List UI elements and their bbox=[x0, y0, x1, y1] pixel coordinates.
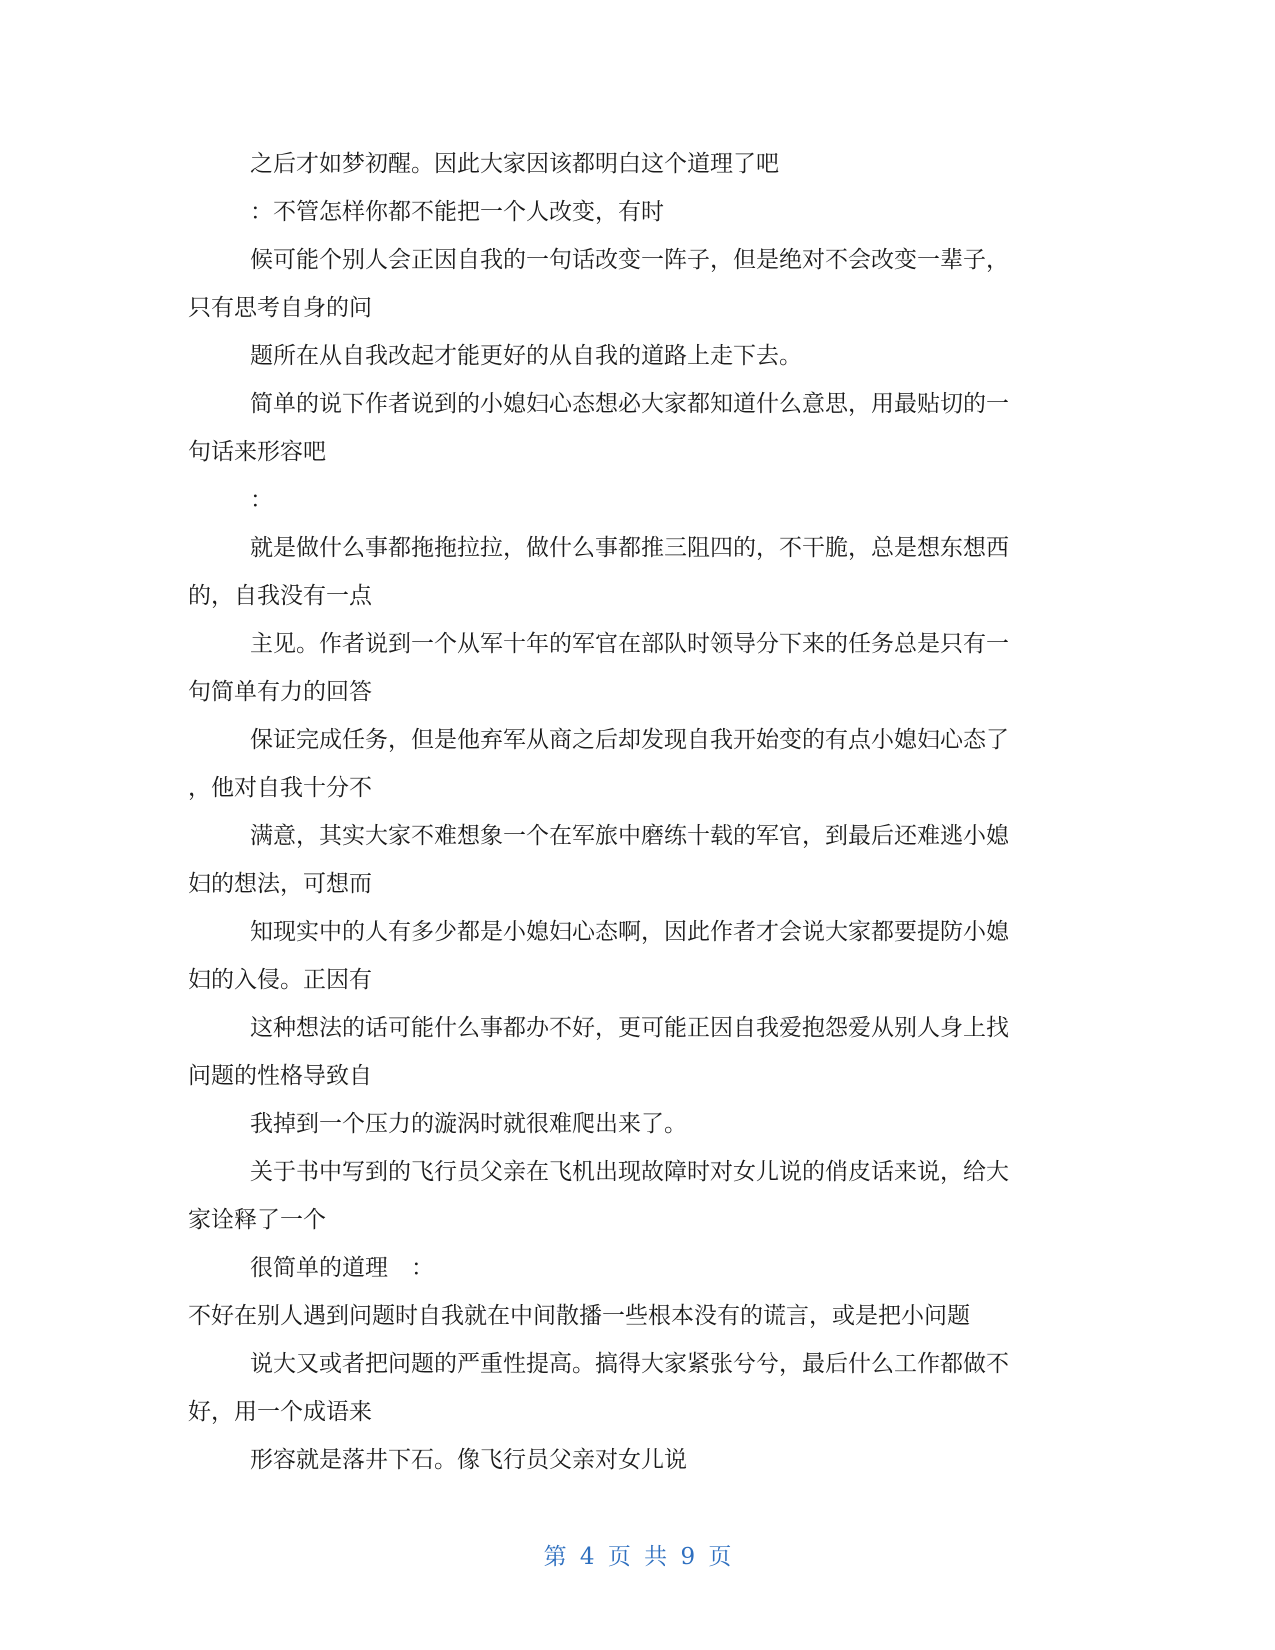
document-body bbox=[188, 140, 1088, 1484]
text-line: 形容就是落井下石。像飞行员父亲对女儿说 bbox=[250, 1447, 687, 1473]
text-line: 就是做什么事都拖拖拉拉，做什么事都推三阻四的，不干脆，总是想东想西 bbox=[250, 535, 1009, 561]
text-line: 这种想法的话可能什么事都办不好，更可能正因自我爱抱怨爱从别人身上找 bbox=[250, 1015, 1009, 1041]
text-line: 关于书中写到的飞行员父亲在飞机出现故障时对女儿说的俏皮话来说，给大 bbox=[250, 1159, 1009, 1185]
text-line: 妇的想法，可想而 bbox=[188, 871, 372, 897]
text-line: 好，用一个成语来 bbox=[188, 1399, 372, 1425]
text-line: 满意，其实大家不难想象一个在军旅中磨练十载的军官，到最后还难逃小媳 bbox=[250, 823, 1009, 849]
text-line: 简单的说下作者说到的小媳妇心态想必大家都知道什么意思，用最贴切的一 bbox=[250, 391, 1009, 417]
text-line: 之后才如梦初醒。因此大家因该都明白这个道理了吧 bbox=[250, 151, 779, 177]
text-line: ，他对自我十分不 bbox=[188, 775, 372, 801]
text-line: 句简单有力的回答 bbox=[188, 679, 372, 705]
text-line: 妇的入侵。正因有 bbox=[188, 967, 372, 993]
text-line: 题所在从自我改起才能更好的从自我的道路上走下去。 bbox=[250, 343, 802, 369]
text-line: 不好在别人遇到问题时自我就在中间散播一些根本没有的谎言，或是把小问题 bbox=[188, 1303, 970, 1329]
text-line: 主见。作者说到一个从军十年的军官在部队时领导分下来的任务总是只有一 bbox=[250, 631, 1009, 657]
text-line: 知现实中的人有多少都是小媳妇心态啊，因此作者才会说大家都要提防小媳 bbox=[250, 919, 1009, 945]
text-line: 句话来形容吧 bbox=[188, 439, 326, 465]
text-line: 我掉到一个压力的漩涡时就很难爬出来了。 bbox=[250, 1111, 687, 1137]
text-line: 说大又或者把问题的严重性提高。搞得大家紧张兮兮，最后什么工作都做不 bbox=[250, 1351, 1009, 1377]
text-line: ：不管怎样你都不能把一个人改变，有时 bbox=[250, 199, 664, 225]
page-footer: 第 4 页 共 9 页 bbox=[543, 1544, 732, 1570]
text-line: 很简单的道理 ： bbox=[250, 1255, 434, 1281]
text-line: 家诠释了一个 bbox=[188, 1207, 326, 1233]
text-line: 的，自我没有一点 bbox=[188, 583, 372, 609]
text-line: 保证完成任务，但是他弃军从商之后却发现自我开始变的有点小媳妇心态了 bbox=[250, 727, 1009, 753]
text-line: 只有思考自身的问 bbox=[188, 295, 372, 321]
text-line: ： bbox=[250, 487, 273, 513]
text-line: 候可能个别人会正因自我的一句话改变一阵子，但是绝对不会改变一辈子， bbox=[250, 247, 1009, 273]
text-line: 问题的性格导致自 bbox=[188, 1063, 372, 1089]
